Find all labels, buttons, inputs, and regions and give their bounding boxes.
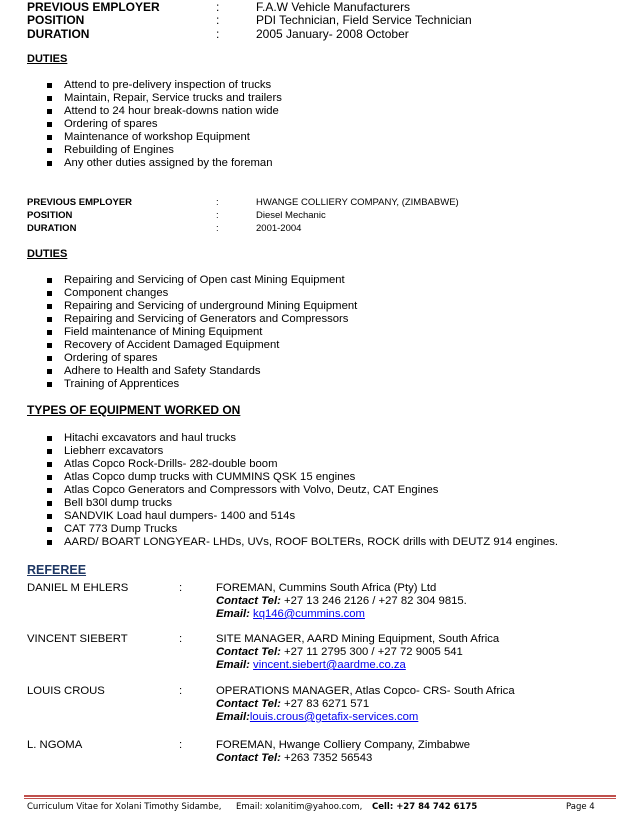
email-label: Email: [216,711,250,723]
referee-email-line [216,607,365,621]
employer1-colon: : [216,0,220,14]
referee-email-line [216,658,406,672]
employer2-value-duration: 2001-2004 [256,223,302,234]
contact-label: Contact Tel: [216,595,281,607]
list-item: Any other duties assigned by the foreman [47,157,282,170]
list-item: Recovery of Accident Damaged Equipment [47,339,357,352]
contact-label: Contact Tel: [216,646,281,658]
list-item: Attend to 24 hour break-downs nation wide [47,105,282,118]
footer-rule [24,795,616,797]
list-item: Repairing and Servicing of underground Mining Equipment [47,300,357,313]
referee-contact-line [216,645,463,659]
list-item: Atlas Copco Rock-Drills- 282-double boom [47,458,558,471]
list-item: Ordering of spares [47,118,282,131]
referee-tel: +27 13 246 2126 / +27 82 304 9815. [280,595,467,607]
employer2-label-position: POSITION [27,210,73,221]
employer2-label-duration: DURATION [27,223,77,234]
referee-title: SITE MANAGER, AARD Mining Equipment, South Africa [216,633,500,645]
list-item: Field maintenance of Mining Equipment [47,326,357,339]
referee-colon: : [179,582,183,594]
list-item: Attend to pre-delivery inspection of trucks [47,79,282,92]
employer2-colon: : [216,210,219,221]
employer1-label-position: POSITION [27,13,85,27]
email-label: Email: [216,659,250,671]
employer1-value-employer: F.A.W Vehicle Manufacturers [256,0,411,14]
list-item: Component changes [47,287,357,300]
contact-label: Contact Tel: [216,698,281,710]
list-item: SANDVIK Load haul dumpers- 1400 and 514s [47,510,558,523]
contact-label: Contact Tel: [216,752,281,764]
referee-name: L. NGOMA [27,739,83,751]
email-label: Email: [216,608,250,620]
list-item: Training of Apprentices [47,378,357,391]
referee-tel: +263 7352 56543 [280,752,373,764]
employer2-colon: : [216,223,219,234]
list-item: Repairing and Servicing of Open cast Mining Equipment [47,274,357,287]
referee-colon: : [179,633,183,645]
referee-colon: : [179,739,183,751]
referee-name: DANIEL M EHLERS [27,582,129,594]
employer1-label-duration: DURATION [27,27,90,41]
employer2-value-employer: HWANGE COLLIERY COMPANY, (ZIMBABWE) [256,197,459,208]
referee-email-line [216,710,418,724]
referee-name: LOUIS CROUS [27,685,105,697]
referee-email-link[interactable]: louis.crous@getafix-services.com [249,711,419,723]
referee-tel: +27 83 6271 571 [280,698,370,710]
list-item: Hitachi excavators and haul trucks [47,432,558,445]
employer1-colon: : [216,13,220,27]
list-item: Liebherr excavators [47,445,558,458]
list-item: Atlas Copco Generators and Compressors with Volvo, Deutz, CAT Engines [47,484,558,497]
list-item: AARD/ BOART LONGYEAR- LHDs, UVs, ROOF BOLTERs, ROCK drills with DEUTZ 914 engines. [47,536,558,549]
referee-name: VINCENT SIEBERT [27,633,128,645]
referee-contact-line [216,751,372,765]
referee-contact-line [216,594,467,608]
list-item: Maintenance of workshop Equipment [47,131,282,144]
referee-contact-line [216,697,369,711]
employer1-label-employer: PREVIOUS EMPLOYER [27,0,160,14]
employer1-value-duration: 2005 January- 2008 October [256,27,409,41]
referee-email-link[interactable]: kq146@cummins.com [253,608,365,620]
referee-email-link[interactable]: vincent.siebert@aardme.co.za [253,659,406,671]
equipment-list [47,432,558,549]
employer2-duties-heading: DUTIES [27,248,68,260]
referee-title: FOREMAN, Cummins South Africa (Pty) Ltd [216,582,437,594]
list-item: CAT 773 Dump Trucks [47,523,558,536]
list-item: Atlas Copco dump trucks with CUMMINS QSK 15 engines [47,471,558,484]
footer-page-number: Page 4 [566,802,595,812]
employer2-colon: : [216,197,219,208]
employer1-duties-heading: DUTIES [27,53,68,65]
referee-heading: REFEREE [27,563,87,577]
list-item: Ordering of spares [47,352,357,365]
referee-tel: +27 11 2795 300 / +27 72 9005 541 [280,646,463,658]
footer-rule [24,798,616,799]
list-item: Bell b30l dump trucks [47,497,558,510]
list-item: Rebuilding of Engines [47,144,282,157]
employer1-duties-list [47,79,282,170]
employer1-value-position: PDI Technician, Field Service Technician [256,13,472,27]
employer2-duties-list [47,274,357,391]
employer2-label-employer: PREVIOUS EMPLOYER [27,197,133,208]
referee-colon: : [179,685,183,697]
referee-title: FOREMAN, Hwange Colliery Company, Zimbabwe [216,739,471,751]
list-item: Repairing and Servicing of Generators and Compressors [47,313,357,326]
list-item: Adhere to Health and Safety Standards [47,365,357,378]
footer-cell: Cell: +27 84 742 6175 [372,802,478,812]
footer-cv: Curriculum Vitae for Xolani Timothy Sidambe, [27,802,222,812]
footer-email: Email: xolanitim@yahoo.com, [236,802,363,812]
employer1-colon: : [216,27,220,41]
referee-title: OPERATIONS MANAGER, Atlas Copco- CRS- South Africa [216,685,515,697]
employer2-value-position: Diesel Mechanic [256,210,326,221]
equipment-heading: TYPES OF EQUIPMENT WORKED ON [27,403,241,417]
list-item: Maintain, Repair, Service trucks and trailers [47,92,282,105]
